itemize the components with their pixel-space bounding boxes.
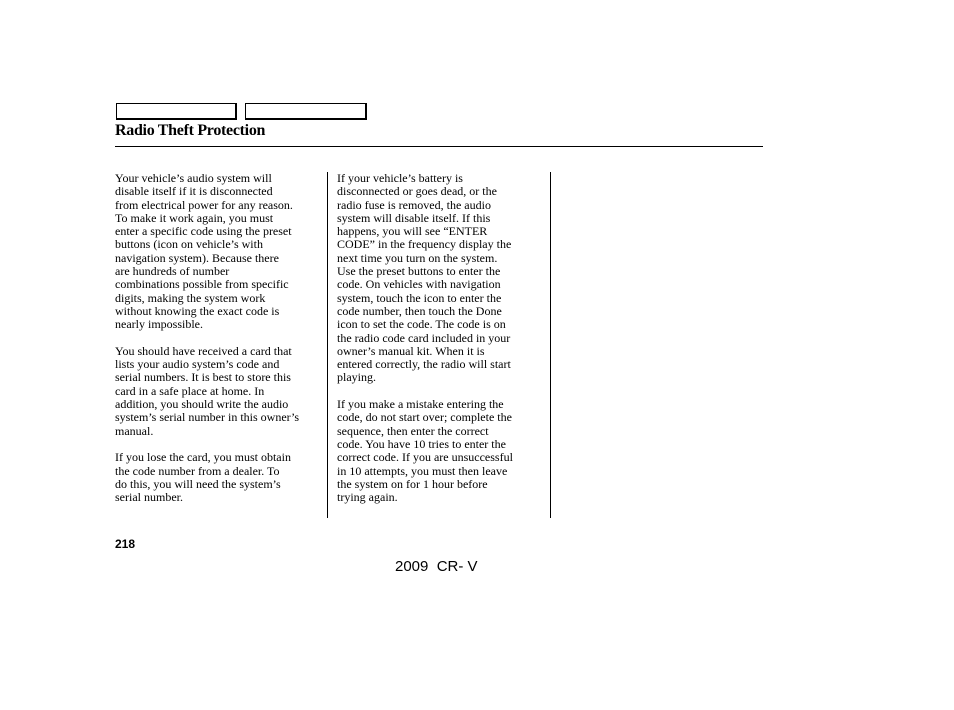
- nav-tab-table-of-contents[interactable]: [245, 103, 367, 120]
- page-number: 218: [115, 537, 136, 551]
- paragraph: If your vehicle’s battery is disconnected or goes dead, or the radio fuse is removed, the audio system will disable itself. If this happens, you will see “ENTER CODE” in the frequency display the next time you turn on the system. Use the preset buttons to enter the code. On vehicles with navigation system, touch the icon to enter the code number, then touch the Done icon to set the code. The code is on the radio code card included in your owner’s manual kit. When it is entered correctly, the radio will start playing.: [337, 171, 512, 385]
- nav-tab-main-menu[interactable]: [116, 103, 237, 120]
- paragraph: If you lose the card, you must obtain the code number from a dealer. To do this, you will need the system’s serial number.: [115, 450, 291, 505]
- paragraph: If you make a mistake entering the code, do not start over; complete the sequence, then enter the correct code. You have 10 tries to enter the correct code. If you are unsuccessful in 10 attempts, you must then leave the system on for 1 hour before trying again.: [337, 397, 513, 505]
- page-title: Radio Theft Protection: [115, 122, 266, 139]
- footer-model-label: 2009 CR- V: [395, 558, 478, 575]
- column-divider: [550, 172, 551, 518]
- text-column-left: [115, 172, 325, 504]
- title-divider: [115, 146, 763, 147]
- column-divider: [327, 172, 328, 518]
- text-column-middle: [337, 172, 543, 504]
- paragraph: Your vehicle’s audio system will disable itself if it is disconnected from electrical power for any reason. To make it work again, you must enter a specific code using the preset buttons (icon on vehicle’s with navigation system). Because there are hundreds of number combinations possible from specific digits, making the system work without knowing the exact code is nearly impossible.: [115, 171, 293, 332]
- paragraph: You should have received a card that lists your audio system’s code and serial numbers. It is best to store this card in a safe place at home. In addition, you should write the audio system’s serial number in this owner’s manual.: [115, 343, 300, 438]
